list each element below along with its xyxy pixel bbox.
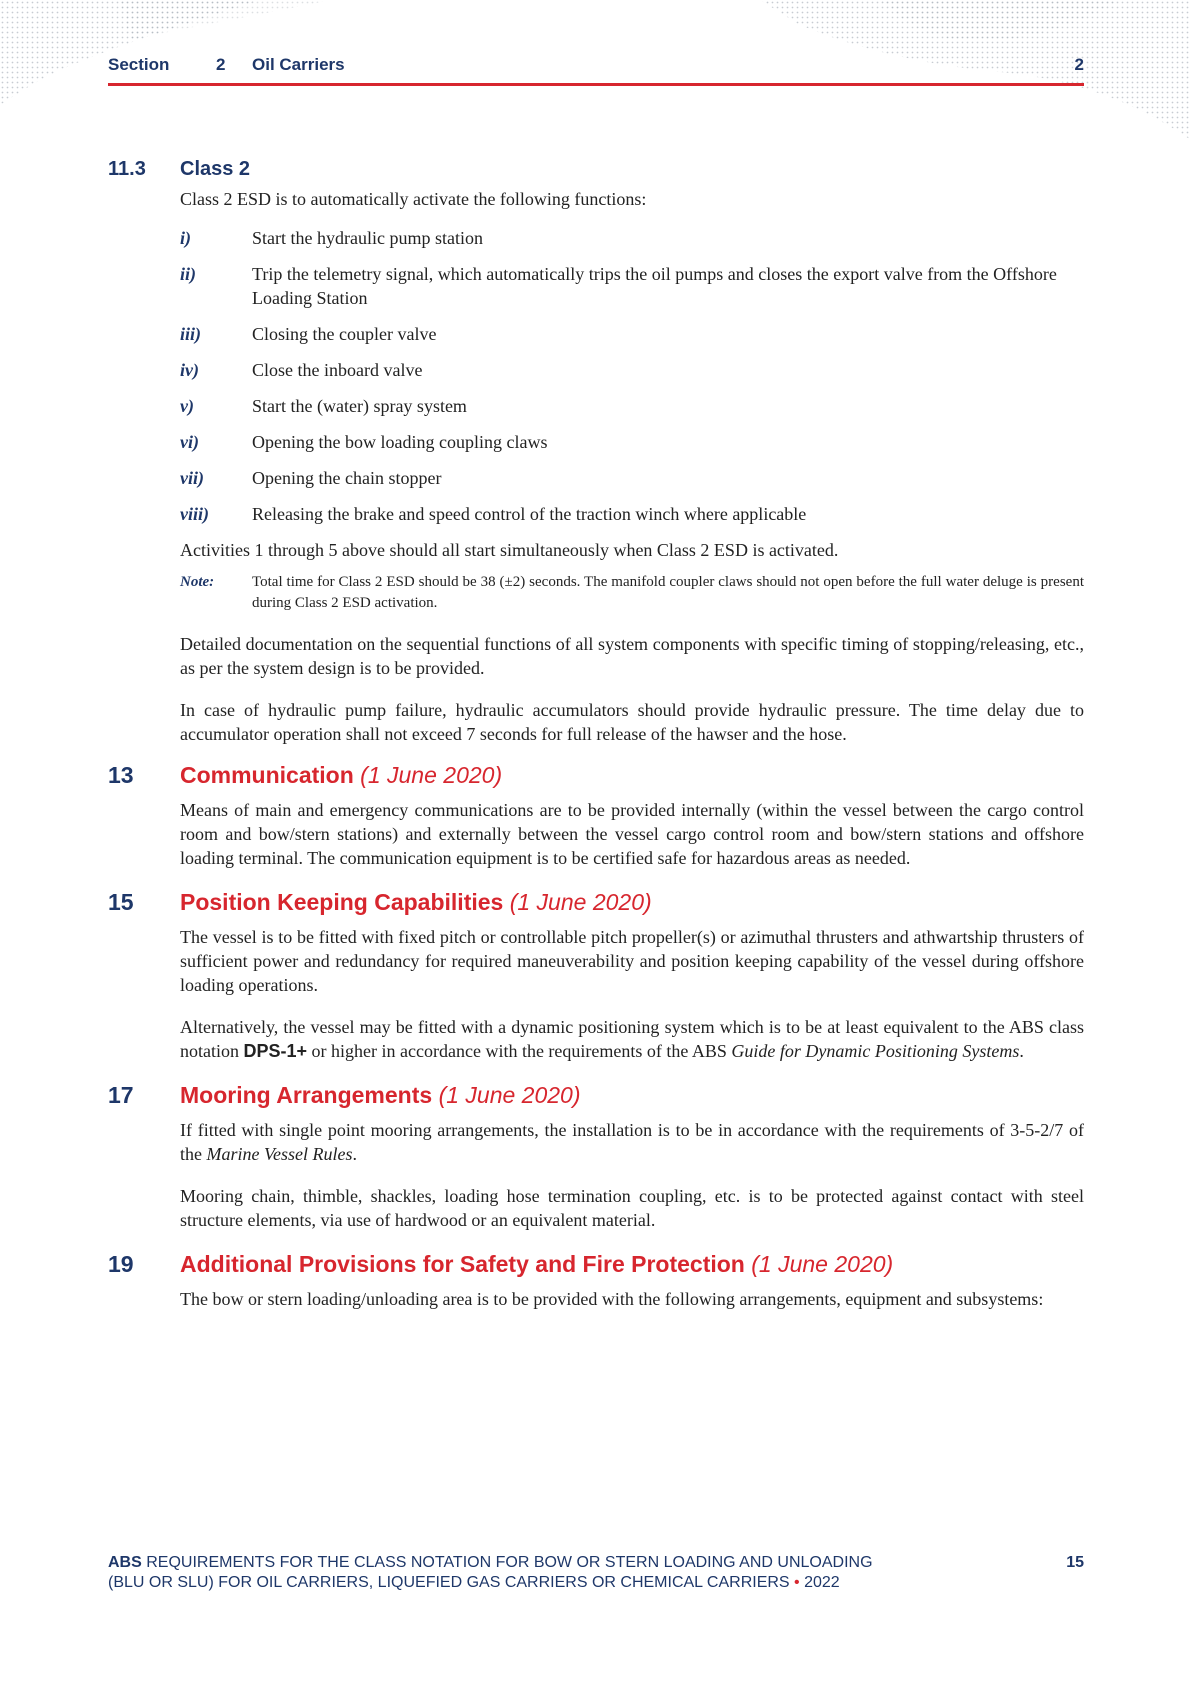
section-heading-13: [108, 760, 1084, 790]
subsection-number: 11.3: [108, 158, 146, 180]
rules-title: Marine Vessel Rules: [206, 1144, 353, 1164]
footer-line-2: [108, 1573, 1084, 1593]
list-item: [180, 358, 1084, 382]
section-heading-17: [108, 1080, 1084, 1110]
guide-title: Guide for Dynamic Positioning Systems: [731, 1041, 1020, 1061]
section-title: Mooring Arrangements: [180, 1082, 433, 1108]
mooring-text-end: .: [352, 1144, 357, 1164]
list-marker: viii): [180, 504, 209, 524]
subsection-heading-11-3: [108, 158, 1084, 181]
activities-paragraph: Activities 1 through 5 above should all start simultaneously when Class 2 ESD is activated.: [180, 540, 839, 560]
header-section-number: 2: [216, 55, 226, 74]
dp-text-b: or higher in accordance with the requirements of the ABS: [307, 1041, 732, 1061]
safety-provisions-paragraph: The bow or stern loading/unloading area is to be provided with the following arrangements, equipment and subsystems:: [180, 1289, 1044, 1309]
subsection-title: Class 2: [180, 158, 251, 180]
mooring-text-a: If fitted with single point mooring arrangements, the installation is to be in accordance with the requirements of 3-5-2/7 of the: [180, 1120, 1084, 1164]
list-item: [180, 226, 1084, 250]
class2-note: [180, 572, 1084, 614]
section-date: (1 June 2020): [360, 762, 503, 788]
list-item: [180, 502, 1084, 526]
footer-title-line-1: REQUIREMENTS FOR THE CLASS NOTATION FOR BOW OR STERN LOADING AND UNLOADING: [141, 1554, 873, 1571]
list-item-text: Start the (water) spray system: [252, 396, 467, 416]
section-number: 19: [108, 1251, 134, 1277]
note-text: Total time for Class 2 ESD should be 38 (±2) seconds. The manifold coupler claws should not open before the full water deluge is present during Class 2 ESD activation.: [252, 574, 1084, 611]
list-item-text: Close the inboard valve: [252, 360, 423, 380]
list-marker: vi): [180, 432, 199, 452]
list-item: [180, 466, 1084, 490]
running-header: [108, 55, 1084, 86]
list-marker: iii): [180, 324, 201, 344]
list-item: [180, 322, 1084, 346]
section-heading-19: [108, 1249, 1084, 1279]
section-title: Position Keeping Capabilities: [180, 889, 504, 915]
dp-text-a: Alternatively, the vessel may be fitted with a dynamic positioning system which is to be at least equivalent to the ABS class notation: [180, 1017, 1084, 1061]
footer-abs-logo-text: ABS: [108, 1554, 142, 1571]
documentation-paragraph: Detailed documentation on the sequential functions of all system components with specific timing of stopping/releasing, etc., as per the system design is to be provided.: [180, 634, 1084, 678]
header-section-title: Oil Carriers: [252, 55, 345, 74]
list-item: [180, 394, 1084, 418]
section-heading-15: [108, 887, 1084, 917]
note-label: Note:: [180, 574, 215, 590]
class2-intro: Class 2 ESD is to automatically activate the following functions:: [180, 189, 647, 209]
list-marker: iv): [180, 360, 199, 380]
list-marker: vii): [180, 468, 204, 488]
footer-line-1: [108, 1553, 1084, 1573]
section-date: (1 June 2020): [438, 1082, 581, 1108]
header-section-label: Section: [108, 55, 170, 74]
list-item-text: Closing the coupler valve: [252, 324, 437, 344]
list-marker: ii): [180, 264, 196, 284]
page-content: [108, 158, 1084, 1311]
list-item-text: Releasing the brake and speed control of the traction winch where applicable: [252, 504, 807, 524]
section-number: 17: [108, 1082, 134, 1108]
position-keeping-paragraph: The vessel is to be fitted with fixed pitch or controllable pitch propeller(s) or azimuthal thrusters and athwartship thrusters of sufficient power and redundancy for required maneuverability and position keeping capability of the vessel during offshore loading operations.: [180, 927, 1084, 995]
page-number: 15: [1066, 1554, 1084, 1571]
footer-year: 2022: [804, 1574, 840, 1591]
list-item: [180, 430, 1084, 454]
communication-paragraph: Means of main and emergency communications are to be provided internally (within the vessel between the cargo control room and bow/stern stations) and externally between the vessel cargo control room and bow/stern stations and offshore loading terminal. The communication equipment is to be certified safe for hazardous areas as needed.: [180, 800, 1084, 868]
section-title: Communication: [180, 762, 354, 788]
list-item-text: Opening the chain stopper: [252, 468, 442, 488]
list-marker: v): [180, 396, 194, 416]
header-page-ref: 2: [1074, 55, 1084, 74]
list-item-text: Opening the bow loading coupling claws: [252, 432, 548, 452]
pump-failure-paragraph: In case of hydraulic pump failure, hydraulic accumulators should provide hydraulic pressure. The time delay due to accumulator operation shall not exceed 7 seconds for full release of the hawser and the hose.: [180, 700, 1084, 744]
footer-title-line-2: (BLU OR SLU) FOR OIL CARRIERS, LIQUEFIED GAS CARRIERS OR CHEMICAL CARRIERS: [108, 1574, 790, 1591]
list-item-text: Start the hydraulic pump station: [252, 228, 483, 248]
dynamic-positioning-paragraph: [180, 1015, 1084, 1063]
section-date: (1 June 2020): [751, 1251, 894, 1277]
section-title: Additional Provisions for Safety and Fire Protection: [180, 1251, 745, 1277]
list-marker: i): [180, 228, 191, 248]
mooring-protection-paragraph: Mooring chain, thimble, shackles, loading hose termination coupling, etc. is to be protected against contact with steel structure elements, via use of hardwood or an equivalent material.: [180, 1186, 1084, 1230]
section-number: 15: [108, 889, 134, 915]
section-number: 13: [108, 762, 134, 788]
dp-text-end: .: [1019, 1041, 1024, 1061]
class-notation: DPS-1+: [243, 1041, 308, 1061]
list-item: [180, 262, 1084, 310]
class2-function-list: [180, 226, 1084, 526]
mooring-paragraph: [180, 1118, 1084, 1166]
running-footer: [108, 1553, 1084, 1593]
list-item-text: Trip the telemetry signal, which automatically trips the oil pumps and closes the export valve from the Offshore Loading Station: [252, 264, 1057, 308]
footer-bullet: •: [789, 1574, 805, 1591]
section-date: (1 June 2020): [509, 889, 652, 915]
